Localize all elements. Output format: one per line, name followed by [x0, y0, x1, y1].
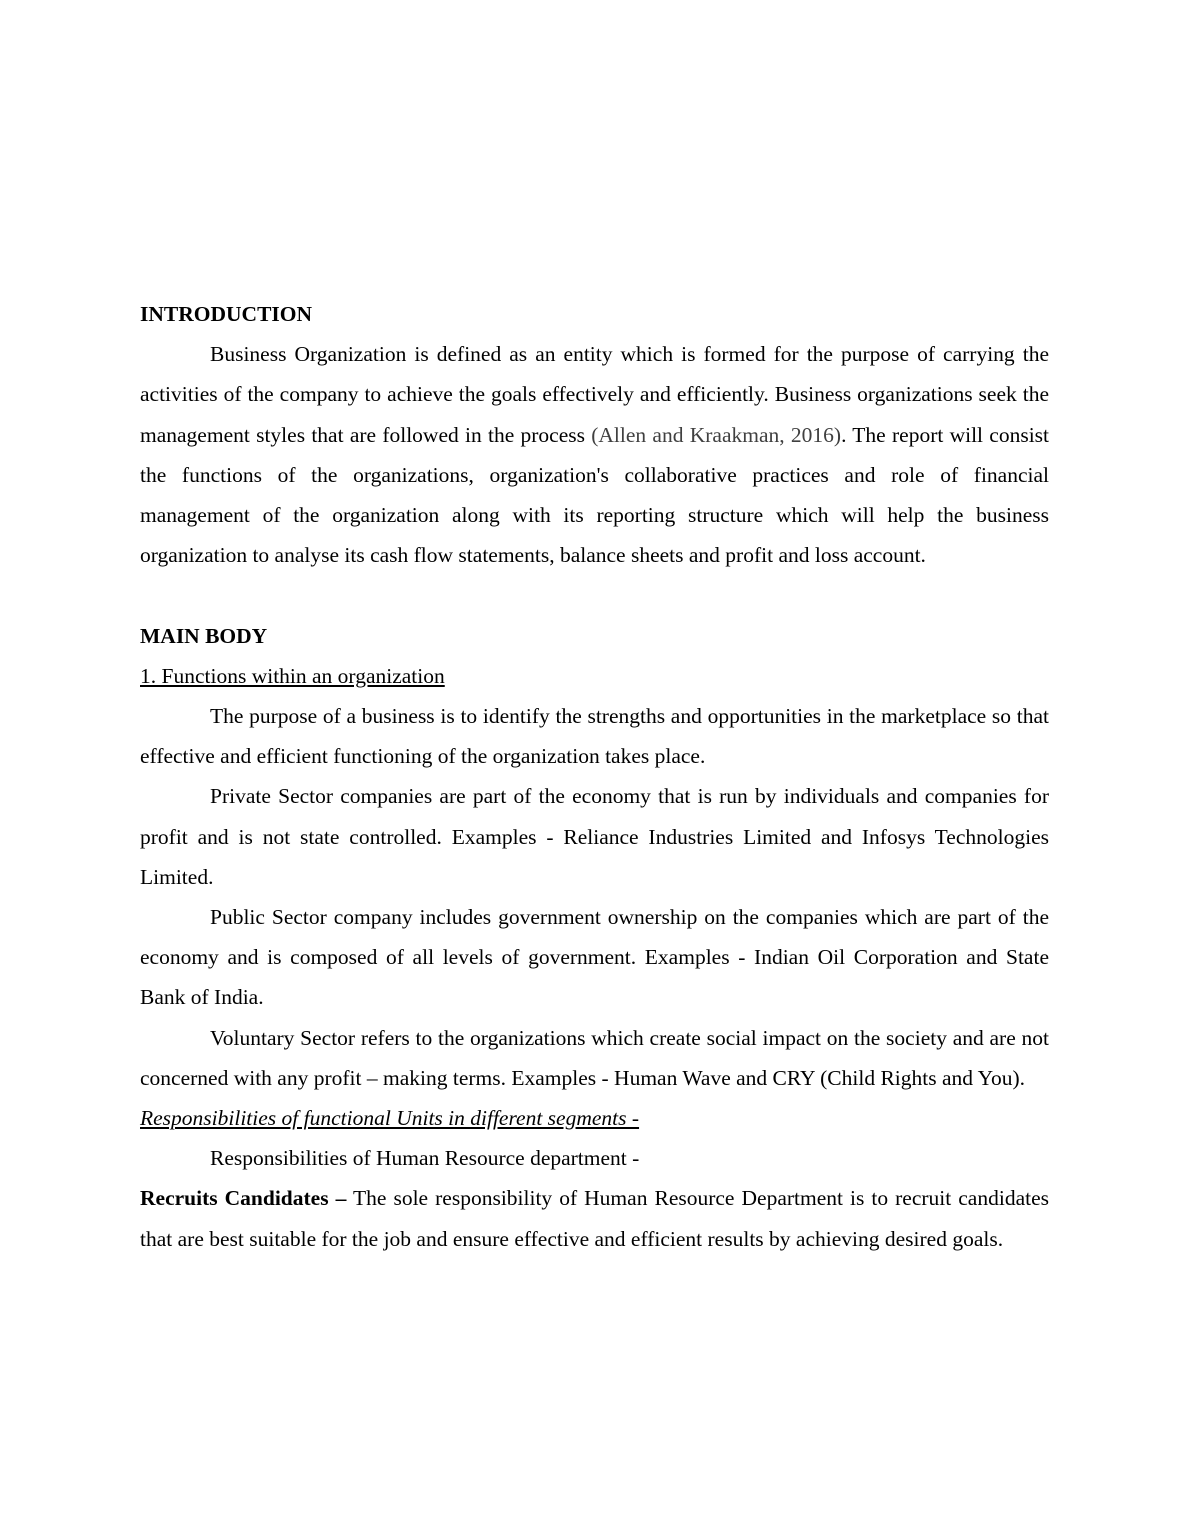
introduction-heading: INTRODUCTION	[140, 302, 313, 326]
paragraph-voluntary-sector: Voluntary Sector refers to the organizations which create social impact on the society and are not concerned with any profit – making terms. Examples - Human Wave and CRY (Child Rights and You).	[140, 1025, 1049, 1090]
introduction-paragraph	[140, 334, 1049, 575]
introduction-text-continued: . The report will consist the functions of the organizations, organization's collaborative practices and role of financial management of the organization along with its reporting structure which will help the business organization to analyse its cash flow statements, balance sheets and profit and loss account.	[140, 422, 1050, 568]
paragraph-recruits-candidates	[140, 1178, 1049, 1258]
paragraph-public-sector: Public Sector company includes government ownership on the companies which are part of the economy and is composed of all levels of government. Examples - Indian Oil Corporation and State Bank of India.	[140, 905, 1049, 1010]
paragraph-purpose: The purpose of a business is to identify the strengths and opportunities in the marketplace so that effective and efficient functioning of the organization takes place.	[140, 704, 1049, 769]
responsibilities-title: Responsibilities of functional Units in different segments -	[140, 1106, 640, 1131]
main-body-heading: MAIN BODY	[140, 623, 268, 648]
recruits-label: Recruits Candidates –	[140, 1186, 347, 1211]
hr-department-line: Responsibilities of Human Resource department -	[210, 1146, 640, 1171]
section-title-functions: 1. Functions within an organization	[140, 663, 445, 688]
introduction-text: Business Organization is defined as an entity which is formed for the purpose of carrying the activities of the company to achieve the goals effectively and efficiently. Business organizations seek the management styles that are followed in the process	[140, 342, 1049, 447]
citation: (Allen and Kraakman, 2016)	[591, 422, 842, 447]
paragraph-private-sector: Private Sector companies are part of the economy that is run by individuals and companies for profit and is not state controlled. Examples - Reliance Industries Limited and Infosys Technologies Limited.	[140, 784, 1049, 889]
paragraph-spacer	[140, 575, 1049, 615]
document-content	[140, 294, 1049, 1259]
recruits-text: The sole responsibility of Human Resource Department is to recruit candidates that are best suitable for the job and ensure effective and efficient results by achieving desired goals.	[140, 1186, 1049, 1251]
